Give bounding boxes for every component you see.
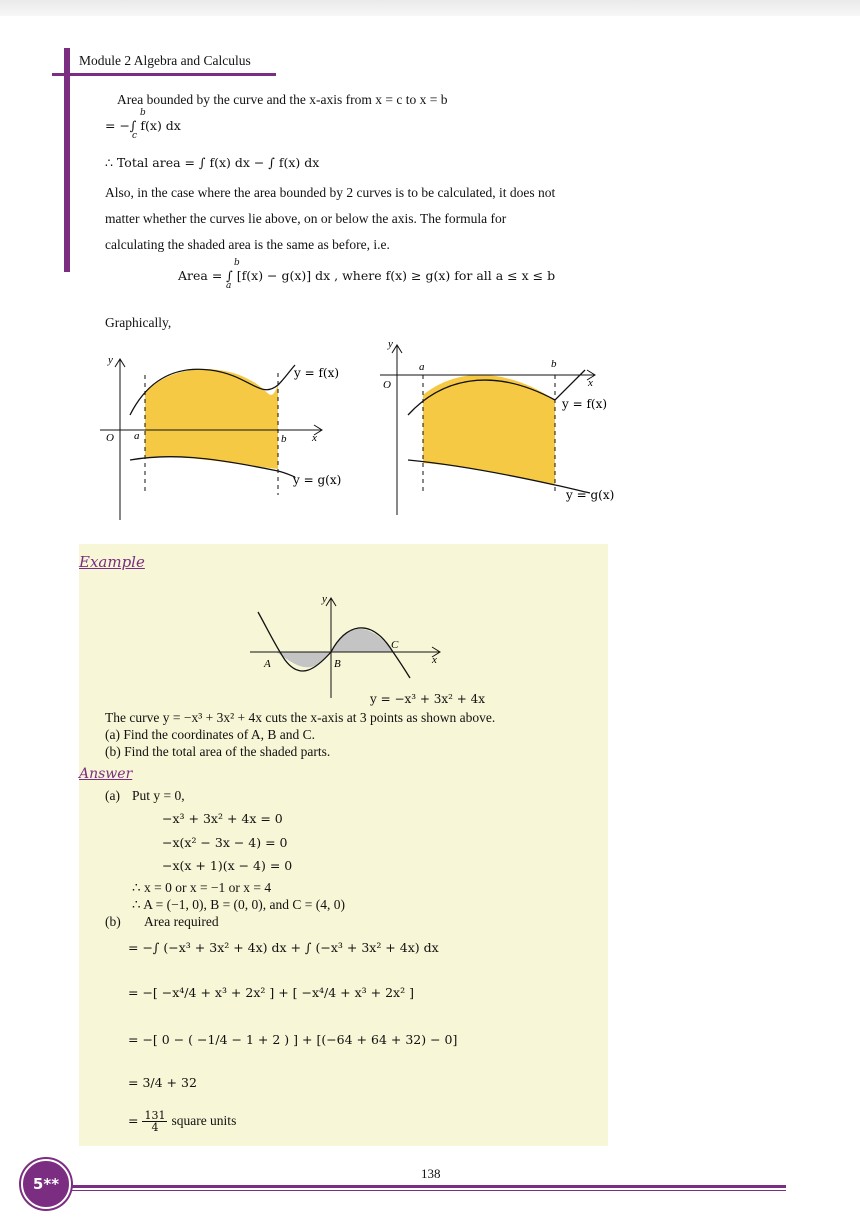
intro-line3-prefix: ∴ Total area = — [105, 155, 195, 170]
intro-line2 — [105, 108, 181, 141]
intro-para2: matter whether the curves lie above, on or below the axis. The formula for — [105, 211, 507, 226]
header-horizontal-rule — [52, 73, 276, 76]
graph1-origin: O — [106, 432, 114, 444]
page-number: 138 — [421, 1166, 441, 1181]
graph1-a-label: a — [134, 430, 140, 442]
answer-a6: ∴ A = (−1, 0), B = (0, 0), and C = (4, 0) — [132, 897, 346, 912]
answer-b6-num: 131 — [144, 1109, 166, 1122]
graph2-origin: O — [383, 379, 391, 391]
footer-rule-thick — [64, 1185, 786, 1188]
module-title: Module 2 Algebra and Calculus — [79, 53, 251, 68]
answer-a3: −x(x² − 3x − 4) = 0 — [162, 835, 288, 850]
answer-b6: = $\frac{131}{4}$ square units — [128, 1109, 237, 1134]
intro-line2-lower: c — [132, 131, 138, 141]
point-c-label: C — [391, 639, 399, 651]
intro-para3: calculating the shaded area is the same as before, i.e. — [105, 237, 390, 252]
area-formula-upper: b — [234, 258, 240, 268]
graph2-b-label: b — [551, 358, 557, 370]
shaded-region — [145, 369, 278, 469]
point-a-label: A — [264, 658, 271, 670]
answer-b6-den: 4 — [151, 1121, 159, 1134]
answer-b1: Area required — [144, 914, 219, 929]
footer-rule-thin — [64, 1190, 786, 1191]
intro-line1: Area bounded by the curve and the x-axis from x = c to x = b — [117, 92, 448, 107]
question-b: (b) Find the total area of the shaded parts. — [105, 744, 331, 759]
graph-curves-below-axis — [370, 335, 630, 525]
answer-a4: −x(x + 1)(x − 4) = 0 — [162, 858, 293, 873]
intro-line3-expr: ∫ f(x) dx − ∫ f(x) dx — [198, 155, 320, 170]
example-curve-label: y = −x³ + 3x² + 4x — [370, 692, 486, 706]
point-b-label: B — [334, 658, 341, 670]
area-formula — [178, 258, 556, 291]
area-formula-expr: Area = ∫ [f(x) − g(x)] dx , where f(x) ≥ g(x) for all a ≤ x ≤ b — [178, 268, 556, 283]
answer-b-label: (b) — [105, 914, 121, 929]
intro-para1: Also, in the case where the area bounded by 2 curves is to be calculated, it does not — [105, 185, 556, 200]
graph1-f-label: y = f(x) — [294, 366, 340, 380]
answer-b2: = −∫ (−x³ + 3x² + 4x) dx + ∫ (−x³ + 3x² + 4x) dx — [128, 940, 439, 955]
graph1-x-label: x — [312, 432, 317, 444]
answer-b3: = −[ −x⁴/4 + x³ + 2x² ] + [ −x⁴/4 + x³ + 2x² ] — [128, 985, 414, 1000]
shaded-region — [423, 375, 555, 485]
example-graph — [240, 590, 460, 700]
intro-line3 — [105, 155, 319, 170]
answer-b6-unit: square units — [171, 1113, 237, 1128]
viewer-top-bar — [0, 0, 860, 16]
answer-b6-fraction — [142, 1110, 167, 1133]
question-a: (a) Find the coordinates of A, B and C. — [105, 727, 315, 742]
graph1-y-label: y — [108, 354, 113, 366]
answer-a-label: (a) — [105, 788, 120, 803]
answer-b4: = −[ 0 − ( −1/4 − 1 + 2 ) ] + [(−64 + 64 + 32) − 0] — [128, 1032, 458, 1047]
graph2-x-label: x — [588, 377, 593, 389]
header-vertical-rule — [64, 48, 70, 272]
graph-curves-above-axis — [90, 345, 350, 525]
level-badge: 5** — [21, 1159, 71, 1209]
intro-line2-upper: b — [140, 108, 146, 118]
graph2-f-label: y = f(x) — [562, 397, 608, 411]
intro-line2-expr: = −∫ f(x) dx — [105, 118, 181, 133]
example-heading: Example — [79, 553, 145, 571]
graph2-y-label: y — [388, 338, 393, 350]
graphically-label: Graphically, — [105, 315, 172, 330]
answer-a1: Put y = 0, — [132, 788, 185, 803]
example-x-label: x — [432, 654, 437, 666]
example-y-label: y — [322, 593, 327, 605]
graph1-g-label: y = g(x) — [293, 473, 342, 487]
graph2-a-label: a — [419, 361, 425, 373]
answer-a2: −x³ + 3x² + 4x = 0 — [162, 811, 283, 826]
area-formula-lower: a — [226, 281, 232, 291]
answer-b5: = 3/4 + 32 — [128, 1075, 197, 1090]
graph1-b-label: b — [281, 433, 287, 445]
question-intro: The curve y = −x³ + 3x² + 4x cuts the x-axis at 3 points as shown above. — [105, 710, 496, 725]
answer-a5: ∴ x = 0 or x = −1 or x = 4 — [132, 880, 272, 895]
answer-heading: Answer — [79, 766, 133, 782]
graph2-g-label: y = g(x) — [566, 488, 615, 502]
